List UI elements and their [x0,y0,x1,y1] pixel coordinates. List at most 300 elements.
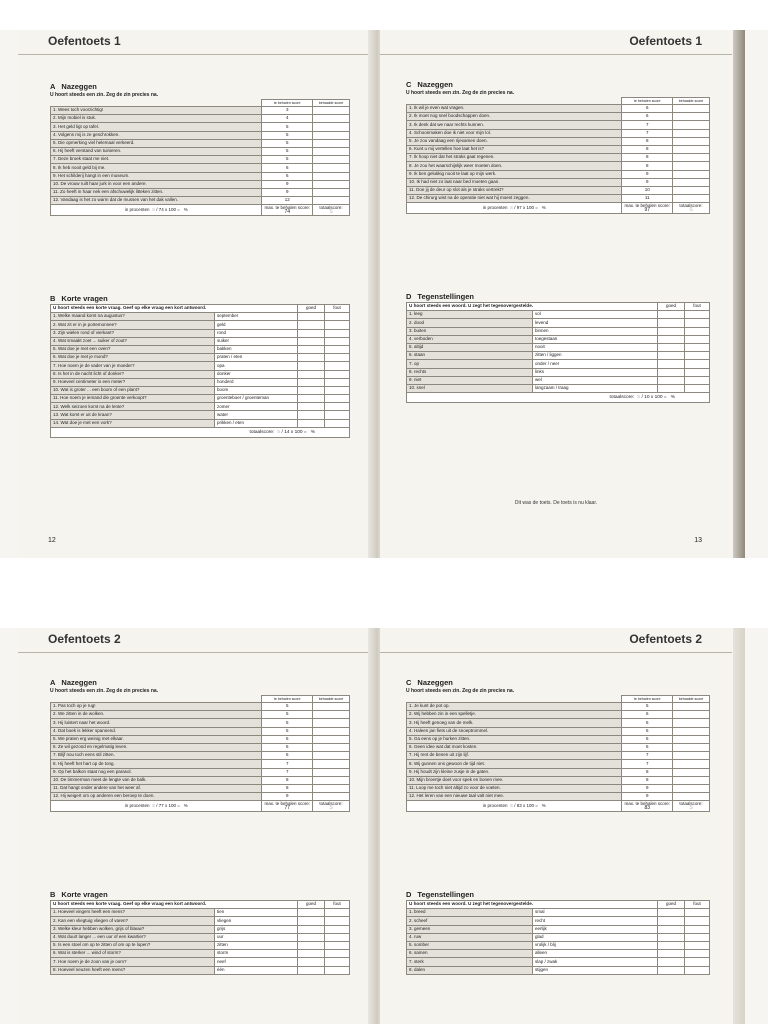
achieved-score-cell[interactable] [673,711,710,719]
total-score-cell[interactable] [673,801,710,812]
sentence-cell: 4. Schoonmaken doe ik niet voor mijn lol. [407,129,622,137]
answer-cell: honderd [215,378,298,386]
table-row [51,172,350,180]
table-row [407,105,710,113]
good-checkbox-cell[interactable] [658,933,685,941]
table-row [51,362,350,370]
good-checkbox-cell[interactable] [298,925,325,933]
sentence-cell: 2. Mijn mobiel is stuk. [51,115,262,123]
page-12 [18,30,370,558]
achieved-score-cell[interactable] [313,115,350,123]
max-points-cell: 5 [262,156,313,164]
wrong-checkbox-cell[interactable] [325,950,350,958]
answer-cell: wel [533,376,658,384]
max-points-cell: 7 [622,752,673,760]
question-cell: 2. Wat zit er in je portemonnee? [51,321,215,329]
question-cell: 6. samen [407,950,533,958]
achieved-score-cell[interactable] [313,703,350,711]
good-checkbox-cell[interactable] [298,321,325,329]
section-a-nazeggen [50,82,350,216]
good-checkbox-cell[interactable] [298,337,325,345]
percent-formula: / 97 x 100 = [514,204,538,210]
good-checkbox-cell[interactable] [298,419,325,427]
achieved-score-cell[interactable] [313,123,350,131]
percent-row [407,203,710,214]
achieved-score-cell[interactable] [313,784,350,792]
sentence-cell: 8. Ik heb nooit geld bij me. [51,164,262,172]
percent-row [51,801,350,812]
good-checkbox-cell[interactable] [658,925,685,933]
section-letter: B [50,890,56,899]
section-letter: C [406,678,412,687]
percent-label: in procenten [482,802,508,808]
question-cell: 5. Wat doe je met een oven? [51,345,215,353]
answer-cell: één [215,966,298,974]
sentence-cell: 11. Doe jij de deur op slot als je straks vertrekt? [407,186,622,194]
table-row [51,180,350,188]
sentence-cell: 9. Ik ben gelukkig nooit te laat op mijn werk. [407,170,622,178]
achieved-score-cell[interactable] [673,170,710,178]
achieved-score-cell[interactable] [313,156,350,164]
achieved-score-cell[interactable] [313,776,350,784]
good-checkbox-cell[interactable] [298,966,325,974]
question-cell: 12. Welk seizoen komt na de lente? [51,403,215,411]
sentence-cell: 5. We praten erg weinig met elkaar. [51,735,262,743]
sentence-cell: 9. Op het balkon staat nog een parasol. [51,768,262,776]
max-points-cell: 8 [262,776,313,784]
wrong-checkbox-cell[interactable] [325,917,350,925]
good-checkbox-cell[interactable] [298,395,325,403]
question-cell: 9. niet [407,376,533,384]
section-name: Nazeggen [417,80,453,89]
nazeggen-table [406,97,710,214]
achieved-score-cell[interactable] [673,760,710,768]
section-title [50,678,350,687]
total-formula: / 14 x 100 = [281,429,307,435]
good-checkbox-cell[interactable] [658,384,685,392]
wrong-checkbox-cell[interactable] [685,917,710,925]
achieved-score-cell[interactable] [313,180,350,188]
wrong-checkbox-cell[interactable] [325,354,350,362]
wrong-checkbox-cell[interactable] [325,395,350,403]
score-glyph: S [689,206,693,213]
question-cell: 2. Kan een vliegtuig vliegen of varen? [51,917,215,925]
table-row [407,917,710,925]
max-points-cell: 7 [262,768,313,776]
sentence-cell: 12. De chirurg wist na de operatie niet wat hij moest zeggen. [407,195,622,203]
max-points-cell: 5 [622,703,673,711]
achieved-score-cell[interactable] [313,793,350,801]
wrong-checkbox-cell[interactable] [685,360,710,368]
running-head: Oefentoets 2 [629,632,702,646]
wrong-checkbox-cell[interactable] [325,345,350,353]
table-row [407,368,710,376]
wrong-checkbox-cell[interactable] [325,966,350,974]
wrong-checkbox-cell[interactable] [325,411,350,419]
good-checkbox-cell[interactable] [658,950,685,958]
achieved-score-cell[interactable] [673,793,710,801]
question-cell: 14. Wat doe je met een vork? [51,419,215,427]
good-checkbox-cell[interactable] [658,352,685,360]
sentence-cell: 3. Hij luistert naar het woord. [51,719,262,727]
section-name: Tegenstellingen [417,890,474,899]
question-cell: 13. Wat komt er uit de kraan? [51,411,215,419]
wrong-checkbox-cell[interactable] [325,321,350,329]
achieved-score-cell[interactable] [673,195,710,203]
answer-cell: levend [533,319,658,327]
answer-cell: bakken [215,345,298,353]
good-checkbox-cell[interactable] [658,368,685,376]
wrong-checkbox-cell[interactable] [685,925,710,933]
sentence-cell: 10. De vrouw ruilt haar jurk in voor een andere. [51,180,262,188]
section-instruction: U hoort steeds een korte vraag. Geef op elke vraag een kort antwoord. [51,305,298,313]
achieved-score-cell[interactable] [313,197,350,205]
achieved-score-cell[interactable] [313,107,350,115]
table-row [51,139,350,147]
achieved-score-cell[interactable] [673,105,710,113]
max-points-cell: 3 [262,107,313,115]
question-cell: 8. dalen [407,966,533,974]
achieved-score-cell[interactable] [673,162,710,170]
achieved-score-cell[interactable] [313,752,350,760]
sentence-cell: 6. Geen idee wat dat moet kosten. [407,743,622,751]
question-cell: 4. Wat duurt langer ... een uur of een kwartier? [51,933,215,941]
achieved-score-cell[interactable] [673,719,710,727]
total-formula: / 10 x 100 = [641,395,667,401]
achieved-score-cell[interactable] [313,719,350,727]
sentence-cell: 10. De timmerman meet de lengte van de balk. [51,776,262,784]
max-points-cell: 11 [622,195,673,203]
good-checkbox-cell[interactable] [298,386,325,394]
wrong-checkbox-cell[interactable] [685,384,710,392]
question-cell: 6. Wat is sterker ... wind of storm? [51,950,215,958]
table-row [407,909,710,917]
good-checkbox-cell[interactable] [298,354,325,362]
percent-sign: % [183,802,188,808]
wrong-checkbox-cell[interactable] [325,909,350,917]
good-checkbox-cell[interactable] [298,313,325,321]
good-checkbox-cell[interactable] [298,403,325,411]
achieved-score-cell[interactable] [673,735,710,743]
good-checkbox-cell[interactable] [658,966,685,974]
section-c-nazeggen [406,678,710,812]
table-row [407,343,710,351]
achieved-score-cell[interactable] [673,752,710,760]
section-title [50,294,350,303]
table-row [51,743,350,751]
achieved-score-cell[interactable] [673,776,710,784]
col-header-good: goed [298,901,325,909]
table-row [407,752,710,760]
good-checkbox-cell[interactable] [298,950,325,958]
max-points-cell: 9 [622,793,673,801]
achieved-score-cell[interactable] [313,188,350,196]
table-row [407,129,710,137]
wrong-checkbox-cell[interactable] [685,950,710,958]
max-value: 83 [644,804,651,811]
achieved-score-cell[interactable] [313,727,350,735]
achieved-score-cell[interactable] [673,703,710,711]
max-points-cell: 6 [262,735,313,743]
wrong-checkbox-cell[interactable] [685,311,710,319]
answer-cell: donker [215,370,298,378]
wrong-checkbox-cell[interactable] [325,313,350,321]
question-cell: 11. Hoe noem je iemand die groente verkoopt? [51,395,215,403]
section-name: Tegenstellingen [417,292,474,301]
good-checkbox-cell[interactable] [298,941,325,949]
good-checkbox-cell[interactable] [658,327,685,335]
table-row [407,941,710,949]
wrong-checkbox-cell[interactable] [325,329,350,337]
wrong-checkbox-cell[interactable] [325,941,350,949]
question-cell: 2. scheef [407,917,533,925]
total-score-cell[interactable] [313,205,350,216]
good-checkbox-cell[interactable] [298,909,325,917]
good-checkbox-cell[interactable] [298,362,325,370]
percent-formula: / 74 x 100 = [156,206,180,212]
table-row [51,735,350,743]
question-cell: 3. Welke kleur hebben wolken, grijs of blauw? [51,925,215,933]
wrong-checkbox-cell[interactable] [325,403,350,411]
achieved-score-cell[interactable] [673,137,710,145]
good-checkbox-cell[interactable] [658,376,685,384]
wrong-checkbox-cell[interactable] [325,337,350,345]
section-instruction: U hoort steeds een zin. Zeg de zin precies na. [406,90,515,96]
section-instruction: U hoort steeds een zin. Zeg de zin precies na. [50,92,159,98]
answer-cell: smal [533,909,658,917]
answer-cell: neef [215,958,298,966]
answer-cell: onder / neer [533,360,658,368]
max-points-cell: 6 [622,113,673,121]
achieved-score-cell[interactable] [673,743,710,751]
col-header-score: behaalde score [313,100,350,107]
achieved-score-cell[interactable] [313,139,350,147]
table-row [51,941,350,949]
good-checkbox-cell[interactable] [658,335,685,343]
wrong-checkbox-cell[interactable] [685,319,710,327]
max-label: max. te behalen score: [624,203,670,209]
achieved-score-cell[interactable] [313,735,350,743]
achieved-score-cell[interactable] [313,172,350,180]
table-row [51,933,350,941]
wrong-checkbox-cell[interactable] [325,386,350,394]
table-row [407,113,710,121]
table-row [51,958,350,966]
sentence-cell: 4. Dat boek is lekker spannend. [51,727,262,735]
section-letter: B [50,294,56,303]
good-checkbox-cell[interactable] [298,917,325,925]
page-edge [733,30,745,558]
section-instruction: U hoort steeds een zin. Zeg de zin precies na. [406,688,515,694]
sentence-cell: 9. Het schilderij hangt in een museum. [51,172,262,180]
sentence-cell: 11. Dat hangt onder andere van het weer af. [51,784,262,792]
achieved-score-cell[interactable] [673,154,710,162]
wrong-checkbox-cell[interactable] [325,370,350,378]
table-row [407,178,710,186]
max-points-cell: 9 [622,784,673,792]
achieved-score-cell[interactable] [313,164,350,172]
wrong-checkbox-cell[interactable] [685,966,710,974]
table-row [407,776,710,784]
achieved-score-cell[interactable] [673,768,710,776]
section-name: Nazeggen [61,678,97,687]
achieved-score-cell[interactable] [673,178,710,186]
question-cell: 6. Wat doe je met je mond? [51,354,215,362]
good-checkbox-cell[interactable] [298,933,325,941]
max-points-cell: 6 [262,743,313,751]
answer-cell: groenteboer / groenteman [215,395,298,403]
wrong-checkbox-cell[interactable] [325,933,350,941]
korte-vragen-table [50,304,350,428]
sentence-cell: 2. Ik moet nog snel boodschappen doen. [407,113,622,121]
sentence-cell: 8. Je zou het waarschijnlijk weer moeten doen. [407,162,622,170]
good-checkbox-cell[interactable] [658,343,685,351]
section-letter: D [406,292,412,301]
good-checkbox-cell[interactable] [298,370,325,378]
percent-label: in procenten [124,802,150,808]
table-row [51,115,350,123]
achieved-score-cell[interactable] [313,711,350,719]
wrong-checkbox-cell[interactable] [325,925,350,933]
table-row [51,917,350,925]
table-row [51,909,350,917]
sentence-cell: 6. Ze wil gezond en regelmatig leven. [51,743,262,751]
sentence-cell: 3. Het geld ligt op tafel. [51,123,262,131]
max-points-cell: 9 [262,180,313,188]
col-header-wrong: fout [685,901,710,909]
good-checkbox-cell[interactable] [658,917,685,925]
total-score-cell[interactable] [673,203,710,214]
sentence-cell: 5. Die opmerking viel helemaal verkeerd. [51,139,262,147]
percent-cell [51,205,262,216]
nazeggen-table [50,99,350,216]
sentence-cell: 12. Hij weigert om op anderen een beroep te doen. [51,793,262,801]
table-row [51,378,350,386]
table-row [51,188,350,196]
answer-cell: geld [215,321,298,329]
wrong-checkbox-cell[interactable] [685,376,710,384]
achieved-score-cell[interactable] [313,743,350,751]
wrong-checkbox-cell[interactable] [325,958,350,966]
table-row [407,360,710,368]
wrong-checkbox-cell[interactable] [685,327,710,335]
sentence-cell: 11. Zo heeft in haar nek een afschuwelijk litteken zitten. [51,188,262,196]
wrong-checkbox-cell[interactable] [685,941,710,949]
good-checkbox-cell[interactable] [658,941,685,949]
total-score-cell[interactable] [313,801,350,812]
score-glyph: S [510,802,514,808]
sentence-cell: 12. Vandaag is het zo warm dat de mussen van het dak vallen. [51,197,262,205]
col-header-good: goed [658,901,685,909]
achieved-score-cell[interactable] [313,131,350,139]
answer-cell: september [215,313,298,321]
question-cell: 8. Hoeveel neuzen heeft een mens? [51,966,215,974]
wrong-checkbox-cell[interactable] [325,419,350,427]
score-glyph: S [329,208,333,215]
good-checkbox-cell[interactable] [298,411,325,419]
sentence-cell: 5. Ga eens op je hurken zitten. [407,735,622,743]
wrong-checkbox-cell[interactable] [325,378,350,386]
table-row [51,395,350,403]
max-score-cell [622,203,673,214]
table-row [51,345,350,353]
answer-cell: slap / zwak [533,958,658,966]
wrong-checkbox-cell[interactable] [685,933,710,941]
answer-cell: rond [215,329,298,337]
nazeggen-table [406,695,710,812]
wrong-checkbox-cell[interactable] [685,352,710,360]
achieved-score-cell[interactable] [673,129,710,137]
good-checkbox-cell[interactable] [298,378,325,386]
table-row [51,703,350,711]
nazeggen-table [50,695,350,812]
total-label: totaalscore: [319,801,343,807]
achieved-score-cell[interactable] [313,768,350,776]
section-name: Korte vragen [61,294,108,303]
question-cell: 7. sterk [407,958,533,966]
question-cell: 1. Welke maand komt na augustus? [51,313,215,321]
wrong-checkbox-cell[interactable] [685,368,710,376]
achieved-score-cell[interactable] [673,113,710,121]
section-instruction: U hoort steeds een woord. U zegt het tegenovergestelde. [407,901,658,909]
good-checkbox-cell[interactable] [298,345,325,353]
question-cell: 10. Wat is groter ... een boom of een plant? [51,386,215,394]
good-checkbox-cell[interactable] [658,958,685,966]
achieved-score-cell[interactable] [313,147,350,155]
achieved-score-cell[interactable] [673,727,710,735]
table-row [407,760,710,768]
wrong-checkbox-cell[interactable] [685,335,710,343]
question-cell: 2. dood [407,319,533,327]
good-checkbox-cell[interactable] [298,329,325,337]
achieved-score-cell[interactable] [673,121,710,129]
running-head: Oefentoets 1 [48,34,121,48]
percent-row [51,205,350,216]
score-glyph: S [329,804,333,811]
table-row [407,719,710,727]
max-points-cell: 5 [262,719,313,727]
section-title [406,292,710,301]
answer-cell: eerlijk [533,925,658,933]
achieved-score-cell[interactable] [673,784,710,792]
sentence-cell: 7. Hij rent de benen uit zijn lijf. [407,752,622,760]
achieved-score-cell[interactable] [673,145,710,153]
max-points-cell: 5 [262,711,313,719]
wrong-checkbox-cell[interactable] [685,343,710,351]
percent-row [407,801,710,812]
answer-cell: stijgen [533,966,658,974]
max-points-cell: 5 [262,147,313,155]
question-cell: 3. buiten [407,327,533,335]
wrong-checkbox-cell[interactable] [685,909,710,917]
achieved-score-cell[interactable] [313,760,350,768]
good-checkbox-cell[interactable] [658,319,685,327]
sentence-cell: 4. Haleen jan fiets uit de snoeptrommel. [407,727,622,735]
good-checkbox-cell[interactable] [658,360,685,368]
table-row [51,386,350,394]
section-letter: D [406,890,412,899]
header-rule [380,652,732,653]
good-checkbox-cell[interactable] [658,909,685,917]
good-checkbox-cell[interactable] [658,311,685,319]
wrong-checkbox-cell[interactable] [685,958,710,966]
wrong-checkbox-cell[interactable] [325,362,350,370]
tegenstellingen-table [406,900,710,975]
percent-formula: / 83 x 100 = [514,802,538,808]
achieved-score-cell[interactable] [673,186,710,194]
good-checkbox-cell[interactable] [298,958,325,966]
table-row [51,768,350,776]
